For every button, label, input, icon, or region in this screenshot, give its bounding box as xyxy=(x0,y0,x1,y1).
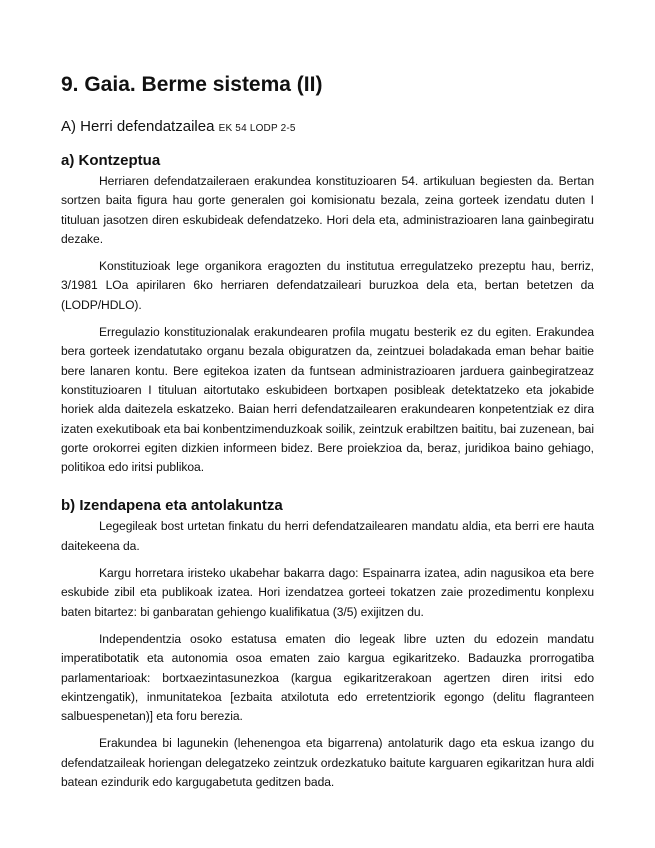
page-title: 9. Gaia. Berme sistema (II) xyxy=(61,73,323,96)
paragraph: Independentzia osoko estatusa ematen dio legeak libre uzten du edozein mandatu imperatibotatik eta autonomia osoa ematen zaio kargua egikaritzeko. Badauzka prorrogatiba parlamentarioak: bortxaezintasunezkoa (kargua egikaritzerakoan agertzen diren iritsi edo ekintzengatik), inmunitatekoa [ezbaita atxilotuta edo erretentziorik egongo (delitu flagranteen salbuespenetan)] eta foru berezia. xyxy=(61,631,594,724)
paragraph: Legegileak bost urtetan finkatu du herri defendatzailearen mandatu aldia, eta berri ere hauta daitekeena da. xyxy=(61,519,594,553)
paragraph: Herriaren defendatzaileraen erakundea konstituzioaren 54. artikuluan begiesten da. Bertan sortzen baita figura hau gorte generalen goi komisionatu bezala, zeina gorteek izendatu duten I tituluan jasotzen diren eskubideak defendatzeko. Hori dela eta, administrazioaren lana gainbegiratu dezake. xyxy=(61,174,594,246)
paragraph: Erregulazio konstituzionalak erakundearen profila mugatu besterik ez du egiten. Erakundea bera gorteek izendatutako organu bezala obiguratzen da, zeintzuei boladakada eman behar baitie bere lanaren kontu. Bere egitekoa izaten da funtsean administrazioaren jarduera gainbegiratzeaz konstituzioaren I tituluan aitortutako eskubideen bortxapen posibleak detektatzeko eta jokabide horiek alda daitezela eskatzeko. Baian herri defendatzailearen erakundearen konpetentziak ez dira izaten exekutiboak eta bai konbentzimenduzkoak soilik, zeintzuk erabiltzen baititu, bai zuzenean, bai gorte orokorrei egiten dizkien informeen bidez. Bere proiekzioa da, beraz, juridikoa baino gehiago, politikoa edo iritsi publikoa. xyxy=(61,325,594,475)
section-label: A) Herri defendatzailea xyxy=(61,118,215,135)
subsection-heading-appointment: b) Izendapena eta antolakuntza xyxy=(61,497,283,515)
subsection-heading-concept: a) Kontzeptua xyxy=(61,152,161,169)
section-heading xyxy=(61,118,594,138)
paragraph: Erakundea bi lagunekin (lehenengoa eta bigarrena) antolaturik dago eta eskua izango du defendatzaileak horiengan delegatzeko zeintzuk ordezkatuko baitute karguaren egikaritzan hura aldi batean ezindurik edo kargugabetuta geditzen bada. xyxy=(61,736,594,790)
legal-reference: EK 54 LODP 2-5 xyxy=(218,123,296,134)
paragraph: Kargu horretara iristeko ukabehar bakarra dago: Espainarra izatea, adin nagusikoa eta bere eskubide zibil eta publikoak izatea. Hori izendatzea gorteei tokatzen zaie prozedimentu konplexu baten bitartez: bi ganbaratan gehiengo kualifikatua (3/5) exijitzen du. xyxy=(61,566,594,619)
paragraph: Konstituzioak lege organikora eragozten du institutua erregulatzeko prezeptu hau, berriz, 3/1981 LOa apirilaren 6ko herriaren defendatzaileari buruzkoa dela eta, bertan betetzen da (LODP/HDLO). xyxy=(61,259,594,312)
